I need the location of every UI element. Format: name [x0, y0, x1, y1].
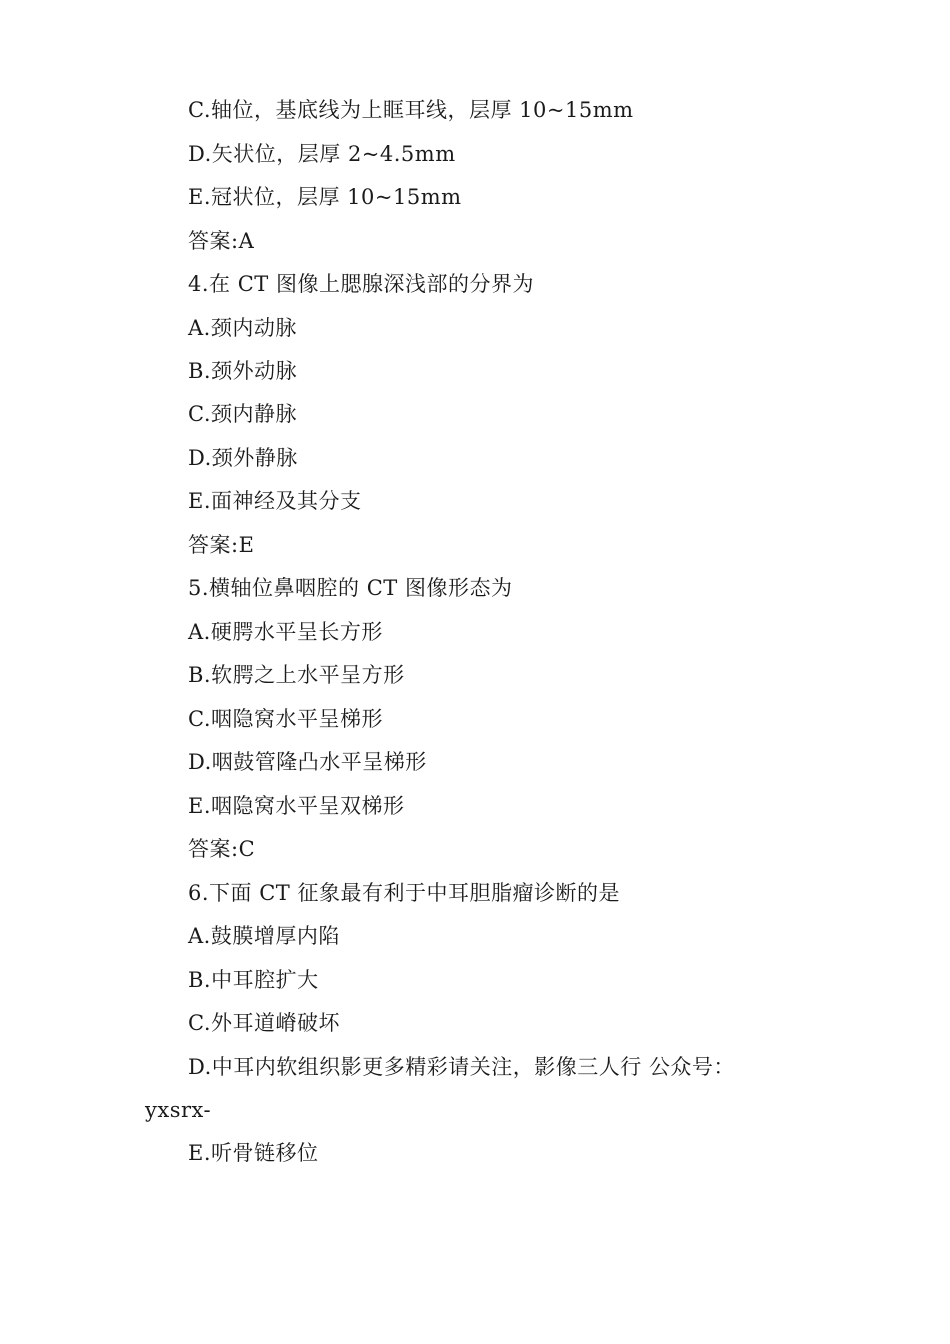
answer-3: 答案:A	[188, 229, 255, 253]
option-6e: E.听骨链移位	[188, 1141, 319, 1165]
option-5c: C.咽隐窝水平呈梯形	[188, 707, 383, 731]
question-5: 5.横轴位鼻咽腔的 CT 图像形态为	[188, 576, 513, 600]
answer-4: 答案:E	[188, 533, 255, 557]
option-4d: D.颈外静脉	[188, 446, 298, 470]
option-5b: B.软腭之上水平呈方形	[188, 663, 405, 687]
option-3d: D.矢状位，层厚 2~4.5mm	[188, 142, 456, 166]
option-4a: A.颈内动脉	[188, 316, 297, 340]
question-4: 4.在 CT 图像上腮腺深浅部的分界为	[188, 272, 534, 296]
answer-5: 答案:C	[188, 837, 256, 861]
option-6b: B.中耳腔扩大	[188, 968, 319, 992]
option-5d: D.咽鼓管隆凸水平呈梯形	[188, 750, 427, 774]
option-6a: A.鼓膜增厚内陷	[188, 924, 340, 948]
option-4e: E.面神经及其分支	[188, 489, 362, 513]
option-4c: C.颈内静脉	[188, 402, 297, 426]
option-6c: C.外耳道嵴破坏	[188, 1011, 340, 1035]
option-4b: B.颈外动脉	[188, 359, 298, 383]
option-6d: D.中耳内软组织影更多精彩请关注，影像三人行 公众号：	[188, 1055, 735, 1079]
question-6: 6.下面 CT 征象最有利于中耳胆脂瘤诊断的是	[188, 881, 620, 905]
option-5a: A.硬腭水平呈长方形	[188, 620, 383, 644]
option-5e: E.咽隐窝水平呈双梯形	[188, 794, 405, 818]
option-6d-continued: yxsrx-	[145, 1098, 212, 1122]
option-3e: E.冠状位，层厚 10~15mm	[188, 185, 462, 209]
option-3c: C.轴位，基底线为上眶耳线，层厚 10~15mm	[188, 98, 634, 122]
